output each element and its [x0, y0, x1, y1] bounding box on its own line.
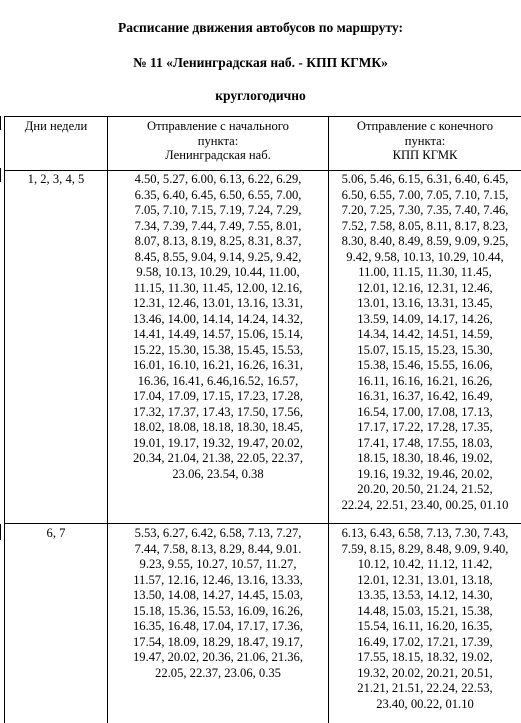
margin-marker: [0, 524, 1, 540]
time-line: 20.34, 21.04, 21.38, 22.05, 22.37,: [112, 451, 324, 467]
time-line: 7.05, 7.10, 7.15, 7.19, 7.24, 7.29,: [112, 203, 324, 219]
time-line: 13.35, 13.53, 14.12, 14.30,: [333, 588, 517, 604]
time-line: 11.00, 11.15, 11.30, 11.45,: [333, 265, 517, 281]
time-line: 6.50, 6.55, 7.00, 7.05, 7.10, 7.15,: [333, 188, 517, 204]
time-line: 16.49, 17.02, 17.21, 17.39,: [333, 635, 517, 651]
margin-marker: [0, 168, 1, 182]
margin-marker: [0, 116, 1, 130]
weekdays-cell: 1, 2, 3, 4, 5: [5, 171, 108, 524]
header-days: [5, 117, 108, 171]
time-line: 11.15, 11.30, 11.45, 12.00, 12.16,: [112, 281, 324, 297]
time-line: 9.42, 9.58, 10.13, 10.29, 10.44,: [333, 250, 517, 266]
start-times-cell: [108, 171, 329, 524]
time-line: 9.58, 10.13, 10.29, 10.44, 11.00,: [112, 265, 324, 281]
time-line: 7.44, 7.58, 8.13, 8.29, 8.44, 9.01.: [112, 542, 324, 558]
time-line: 19.16, 19.32, 19.46, 20.02,: [333, 467, 517, 483]
time-line: 6.13, 6.43, 6.58, 7.13, 7.30, 7.43,: [333, 526, 517, 542]
time-line: 14.48, 15.03, 15.21, 15.38,: [333, 604, 517, 620]
time-line: 15.07, 15.15, 15.23, 15.30,: [333, 343, 517, 359]
time-line: 17.17, 17.22, 17.28, 17.35,: [333, 420, 517, 436]
table-header-row: [5, 117, 521, 171]
end-times-cell: [329, 171, 521, 524]
time-line: 10.12, 10.42, 11.12, 11.42,: [333, 557, 517, 573]
time-line: 17.04, 17.09, 17.15, 17.23, 17.28,: [112, 389, 324, 405]
time-line: 15.38, 15.46, 15.55, 16.06,: [333, 358, 517, 374]
time-line: 23.06, 23.54, 0.38: [112, 467, 324, 483]
header-line: Дни недели: [9, 119, 103, 134]
header-line: Ленинградская наб.: [112, 148, 324, 163]
time-line: 13.50, 14.08, 14.27, 14.45, 15.03,: [112, 588, 324, 604]
time-line: 7.52, 7.58, 8.05, 8.11, 8.17, 8.23,: [333, 219, 517, 235]
time-line: 13.01, 13.16, 13.31, 13.45,: [333, 296, 517, 312]
time-line: 4.50, 5.27, 6.00, 6.13, 6.22, 6.29,: [112, 172, 324, 188]
time-line: 20.20, 20.50, 21.24, 21.52,: [333, 482, 517, 498]
time-line: 8.07, 8.13, 8.19, 8.25, 8.31, 8.37,: [112, 234, 324, 250]
time-line: 19.32, 20.02, 20.21, 20.51,: [333, 666, 517, 682]
header-start-departure: [108, 117, 329, 171]
header-line: Отправление с конечного: [333, 119, 517, 134]
time-line: 17.54, 18.09, 18.29, 18.47, 19.17,: [112, 635, 324, 651]
time-line: 12.01, 12.16, 12.31, 12.46,: [333, 281, 517, 297]
time-line: 9.23, 9.55, 10.27, 10.57, 11.27,: [112, 557, 324, 573]
schedule-table: [4, 116, 521, 723]
time-line: 12.31, 12.46, 13.01, 13.16, 13.31,: [112, 296, 324, 312]
time-line: 5.06, 5.46, 6.15, 6.31, 6.40, 6.45,: [333, 172, 517, 188]
time-line: 12.01, 12.31, 13.01, 13.18,: [333, 573, 517, 589]
table-row: [5, 171, 521, 524]
time-line: 8.30, 8.40, 8.49, 8.59, 9.09, 9.25,: [333, 234, 517, 250]
time-line: 7.34, 7.39, 7.44, 7.49, 7.55, 8.01,: [112, 219, 324, 235]
schedule-title: Расписание движения автобусов по маршруту:: [0, 20, 521, 36]
weekend-days-cell: 6, 7: [5, 524, 108, 723]
header-line: КПП КГМК: [333, 148, 517, 163]
time-line: 17.55, 18.15, 18.32, 19.02,: [333, 650, 517, 666]
time-line: 7.59, 8.15, 8.29, 8.48, 9.09, 9.40,: [333, 542, 517, 558]
time-line: 11.57, 12.16, 12.46, 13.16, 13.33,: [112, 573, 324, 589]
time-line: 16.31, 16.37, 16.42, 16.49,: [333, 389, 517, 405]
time-line: 23.40, 00.22, 01.10: [333, 697, 517, 713]
time-line: 14.41, 14.49, 14.57, 15.06, 15.14,: [112, 327, 324, 343]
time-line: 18.02, 18.08, 18.18, 18.30, 18.45,: [112, 420, 324, 436]
time-line: 15.22, 15.30, 15.38, 15.45, 15.53,: [112, 343, 324, 359]
time-line: 13.59, 14.09, 14.17, 14.26,: [333, 312, 517, 328]
header-line: пункта:: [333, 134, 517, 149]
time-line: 16.01, 16.10, 16.21, 16.26, 16.31,: [112, 358, 324, 374]
header-end-departure: [329, 117, 521, 171]
header-line: Отправление с начального: [112, 119, 324, 134]
time-line: 19.47, 20.02, 20.36, 21.06, 21.36,: [112, 650, 324, 666]
time-line: 16.35, 16.48, 17.04, 17.17, 17.36,: [112, 619, 324, 635]
time-line: 16.11, 16.16, 16.21, 16.26,: [333, 374, 517, 390]
time-line: 7.20, 7.25, 7.30, 7.35, 7.40, 7.46,: [333, 203, 517, 219]
time-line: 16.54, 17.00, 17.08, 17.13,: [333, 405, 517, 421]
time-line: 13.46, 14.00, 14.14, 14.24, 14.32,: [112, 312, 324, 328]
time-line: 6.35, 6.40, 6.45, 6.50, 6.55, 7.00,: [112, 188, 324, 204]
route-title: № 11 «Ленинградская наб. - КПП КГМК»: [0, 55, 521, 71]
time-line: 22.24, 22.51, 23.40, 00.25, 01.10: [333, 498, 517, 514]
start-times-cell: [108, 524, 329, 723]
time-line: 21.21, 21.51, 22.24, 22.53,: [333, 681, 517, 697]
time-line: 22.05, 22.37, 23.06, 0.35: [112, 666, 324, 682]
time-line: 15.18, 15.36, 15.53, 16.09, 16.26,: [112, 604, 324, 620]
table-row: [5, 524, 521, 723]
time-line: 8.45, 8.55, 9.04, 9.14, 9.25, 9.42,: [112, 250, 324, 266]
time-line: 18.15, 18.30, 18.46, 19.02,: [333, 451, 517, 467]
time-line: 5.53, 6.27, 6.42, 6.58, 7.13, 7.27,: [112, 526, 324, 542]
time-line: 16.36, 16.41, 6.46,16.52, 16.57,: [112, 374, 324, 390]
time-line: 17.41, 17.48, 17.55, 18.03,: [333, 436, 517, 452]
time-line: 14.34, 14.42, 14.51, 14.59,: [333, 327, 517, 343]
header-line: пункта:: [112, 134, 324, 149]
time-line: 15.54, 16.11, 16.20, 16.35,: [333, 619, 517, 635]
time-line: 17.32, 17.37, 17.43, 17.50, 17.56,: [112, 405, 324, 421]
season-note: круглогодично: [0, 88, 521, 104]
end-times-cell: [329, 524, 521, 723]
time-line: 19.01, 19.17, 19.32, 19.47, 20.02,: [112, 436, 324, 452]
